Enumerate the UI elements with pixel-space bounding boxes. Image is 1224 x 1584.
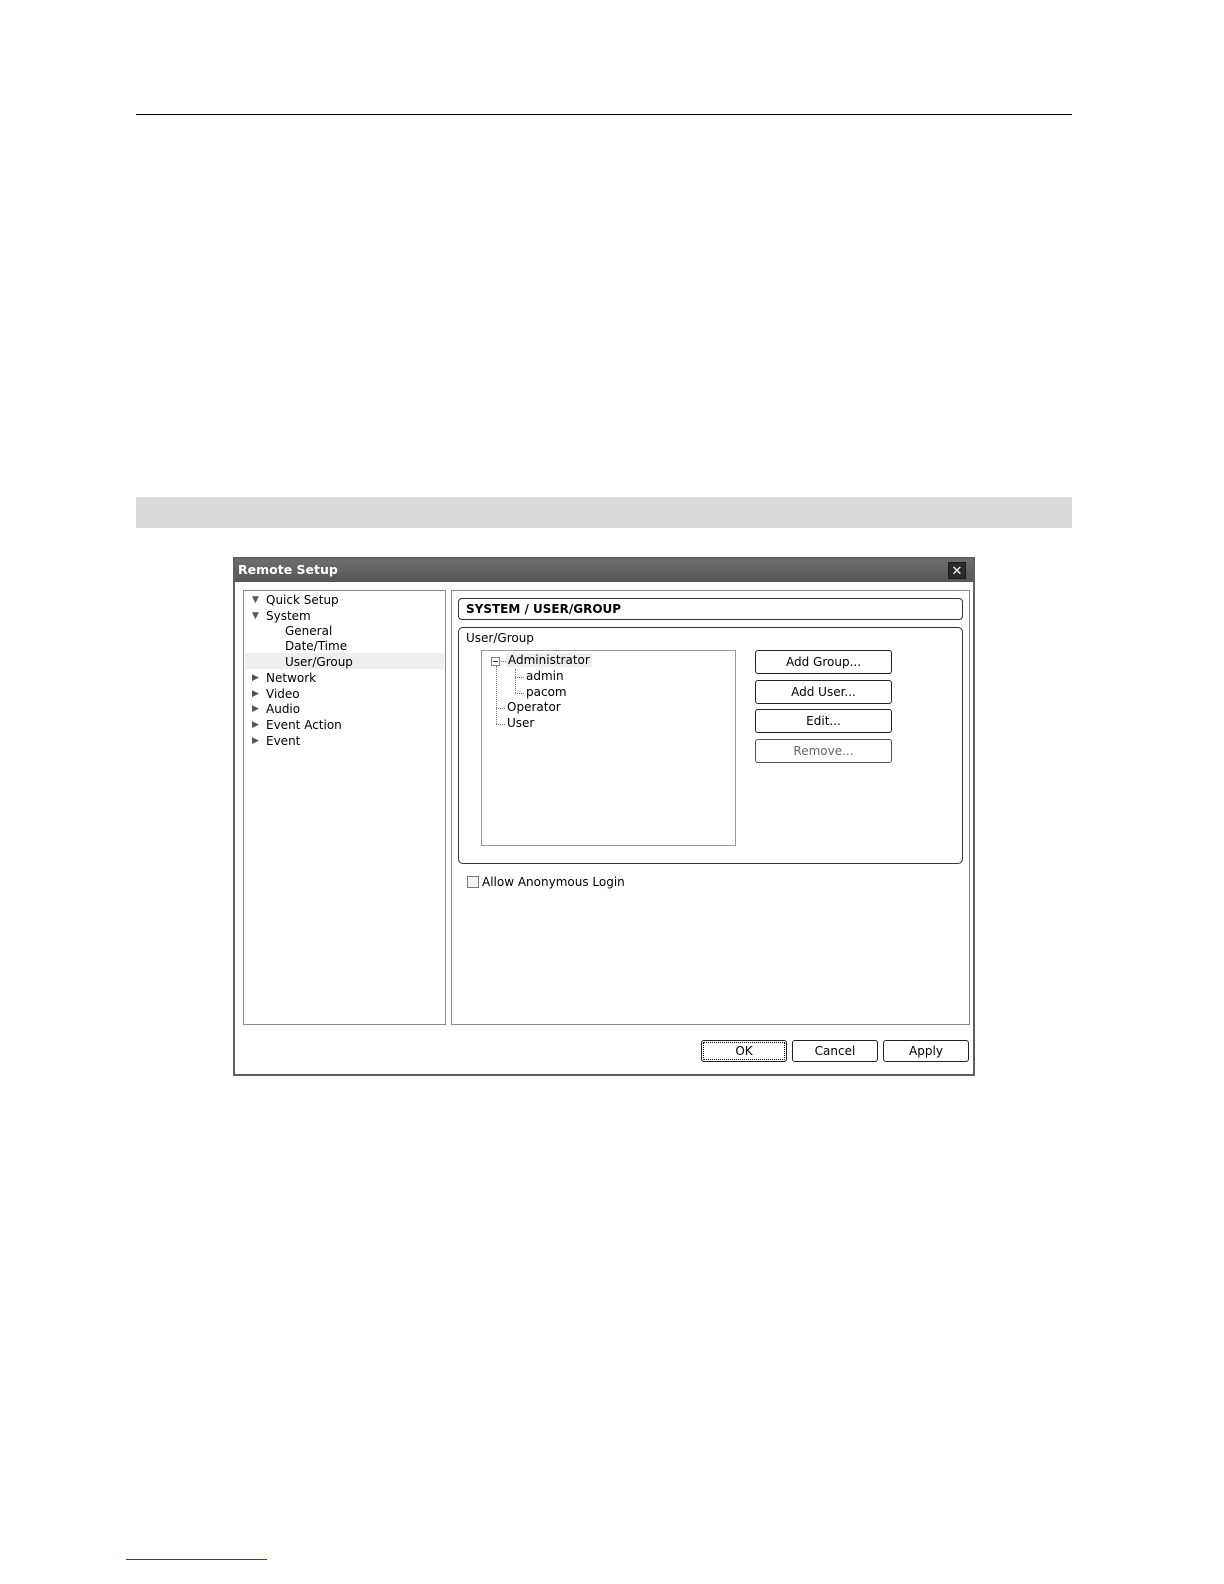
tree-connector bbox=[496, 666, 497, 724]
groupbox-label: User/Group bbox=[466, 631, 534, 645]
nav-item-label: Audio bbox=[266, 702, 301, 716]
edit-button[interactable]: Edit... bbox=[755, 709, 892, 733]
tree-node-operator[interactable]: Operator bbox=[507, 700, 561, 714]
section-header bbox=[458, 598, 963, 620]
nav-item-label: Quick Setup bbox=[266, 593, 339, 607]
expanded-arrow-icon[interactable]: ▼ bbox=[252, 611, 259, 621]
nav-item-user-group[interactable]: User/Group bbox=[285, 655, 353, 669]
page-top-rule bbox=[136, 114, 1072, 115]
remove-button[interactable]: Remove... bbox=[755, 739, 892, 763]
settings-content-panel bbox=[451, 590, 970, 1025]
nav-item-label: System bbox=[266, 609, 311, 623]
allow-anonymous-login-checkbox[interactable] bbox=[467, 876, 479, 888]
tree-node-pacom[interactable]: pacom bbox=[526, 685, 567, 699]
nav-item-general[interactable]: General bbox=[285, 624, 333, 638]
nav-item-label: Event bbox=[266, 734, 301, 748]
tree-node-admin[interactable]: admin bbox=[526, 669, 564, 683]
tree-connector bbox=[515, 677, 524, 678]
tree-connector bbox=[515, 669, 516, 693]
add-group-button[interactable]: Add Group... bbox=[755, 650, 892, 674]
collapsed-arrow-icon[interactable]: ▶ bbox=[252, 720, 259, 730]
settings-nav-tree bbox=[243, 590, 446, 1025]
cancel-button[interactable]: Cancel bbox=[792, 1040, 878, 1062]
collapse-toggle-icon[interactable] bbox=[491, 657, 500, 666]
tree-node-user[interactable]: User bbox=[507, 716, 535, 730]
nav-item-label: Event Action bbox=[266, 718, 342, 732]
tree-connector bbox=[496, 708, 505, 709]
nav-item-date-time[interactable]: Date/Time bbox=[285, 639, 348, 653]
collapsed-arrow-icon[interactable]: ▶ bbox=[252, 704, 259, 714]
dialog-titlebar[interactable] bbox=[235, 559, 973, 582]
dialog-title: Remote Setup bbox=[238, 562, 338, 577]
apply-button[interactable]: Apply bbox=[883, 1040, 969, 1062]
add-user-button[interactable]: Add User... bbox=[755, 680, 892, 704]
tree-node-label: Administrator bbox=[508, 653, 590, 667]
tree-connector bbox=[515, 693, 524, 694]
section-title: SYSTEM / USER/GROUP bbox=[466, 602, 622, 616]
tree-connector bbox=[496, 724, 505, 725]
collapsed-arrow-icon[interactable]: ▶ bbox=[252, 673, 259, 683]
tree-node-administrator[interactable] bbox=[506, 653, 592, 668]
user-group-groupbox bbox=[458, 627, 963, 864]
close-icon[interactable]: ✕ bbox=[948, 562, 966, 579]
allow-anonymous-login-label[interactable]: Allow Anonymous Login bbox=[482, 875, 625, 889]
remote-setup-dialog bbox=[233, 557, 975, 1076]
collapsed-arrow-icon[interactable]: ▶ bbox=[252, 689, 259, 699]
user-group-tree[interactable] bbox=[481, 650, 736, 846]
collapsed-arrow-icon[interactable]: ▶ bbox=[252, 736, 259, 746]
expanded-arrow-icon[interactable]: ▼ bbox=[252, 595, 259, 605]
nav-item-label: Network bbox=[266, 671, 317, 685]
ok-button[interactable]: OK bbox=[701, 1040, 787, 1062]
footnote-rule bbox=[126, 1559, 267, 1560]
nav-item-label: Video bbox=[266, 687, 300, 701]
section-band bbox=[136, 497, 1072, 528]
